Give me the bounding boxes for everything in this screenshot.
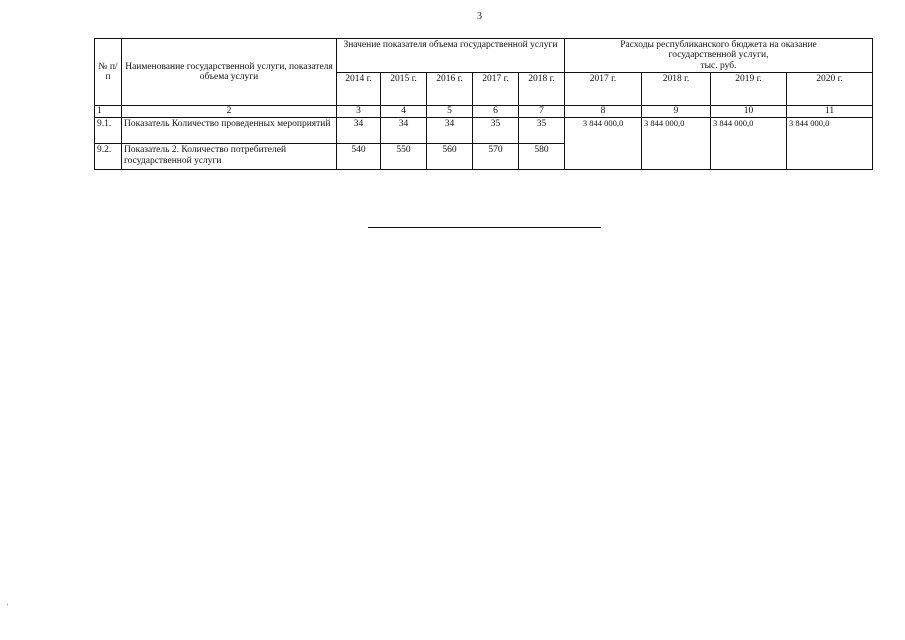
header-expense-group	[565, 39, 873, 73]
indicator-value: 550	[381, 144, 427, 170]
column-number: 10	[711, 106, 787, 118]
header-indicator-year: 2015 г.	[381, 73, 427, 106]
scan-mark: ʿ	[6, 603, 9, 612]
header-indicator-year: 2017 г.	[473, 73, 519, 106]
expense-value: 3 844 000,0	[565, 118, 642, 170]
column-number: 2	[122, 106, 337, 118]
header-expense-line1: Расходы республиканского бюджета на оказание	[620, 40, 817, 50]
column-number: 8	[565, 106, 642, 118]
header-indicator-year: 2018 г.	[519, 73, 565, 106]
row-indicator-name: Показатель 2. Количество потребителей государственной услуги	[122, 144, 337, 170]
column-number: 3	[337, 106, 381, 118]
indicator-value: 580	[519, 144, 565, 170]
row-indicator-name: Показатель Количество проведенных мероприятий	[122, 118, 337, 144]
column-number: 4	[381, 106, 427, 118]
table-row	[95, 118, 873, 144]
header-expense-year: 2020 г.	[787, 73, 873, 106]
page-number: 3	[477, 11, 482, 22]
column-number: 5	[427, 106, 473, 118]
column-number: 1	[95, 106, 122, 118]
indicator-value: 34	[381, 118, 427, 144]
indicator-value: 34	[427, 118, 473, 144]
header-expense-year: 2018 г.	[642, 73, 711, 106]
row-number: 9.2.	[95, 144, 122, 170]
header-name: Наименование государственной услуги, показателя объема услуги	[122, 39, 337, 106]
indicator-value: 570	[473, 144, 519, 170]
header-indicator-group: Значение показателя объема государственной услуги	[337, 39, 565, 73]
expense-value: 3 844 000,0	[642, 118, 711, 170]
header-expense-line2: государственной услуги,	[668, 50, 769, 61]
indicator-value: 560	[427, 144, 473, 170]
expense-value: 3 844 000,0	[711, 118, 787, 170]
column-number: 6	[473, 106, 519, 118]
header-indicator-year: 2016 г.	[427, 73, 473, 106]
closing-rule	[368, 227, 601, 228]
indicator-value: 34	[337, 118, 381, 144]
expense-value: 3 844 000,0	[787, 118, 873, 170]
header-expense-line3: тыс. руб.	[700, 60, 737, 71]
column-number: 9	[642, 106, 711, 118]
column-number: 7	[519, 106, 565, 118]
row-number: 9.1.	[95, 118, 122, 144]
header-indicator-year: 2014 г.	[337, 73, 381, 106]
header-expense-year: 2017 г.	[565, 73, 642, 106]
indicator-value: 35	[519, 118, 565, 144]
header-num: № п/п	[95, 39, 122, 106]
indicator-value: 540	[337, 144, 381, 170]
indicator-value: 35	[473, 118, 519, 144]
column-number: 11	[787, 106, 873, 118]
budget-table	[94, 38, 873, 170]
header-expense-year: 2019 г.	[711, 73, 787, 106]
